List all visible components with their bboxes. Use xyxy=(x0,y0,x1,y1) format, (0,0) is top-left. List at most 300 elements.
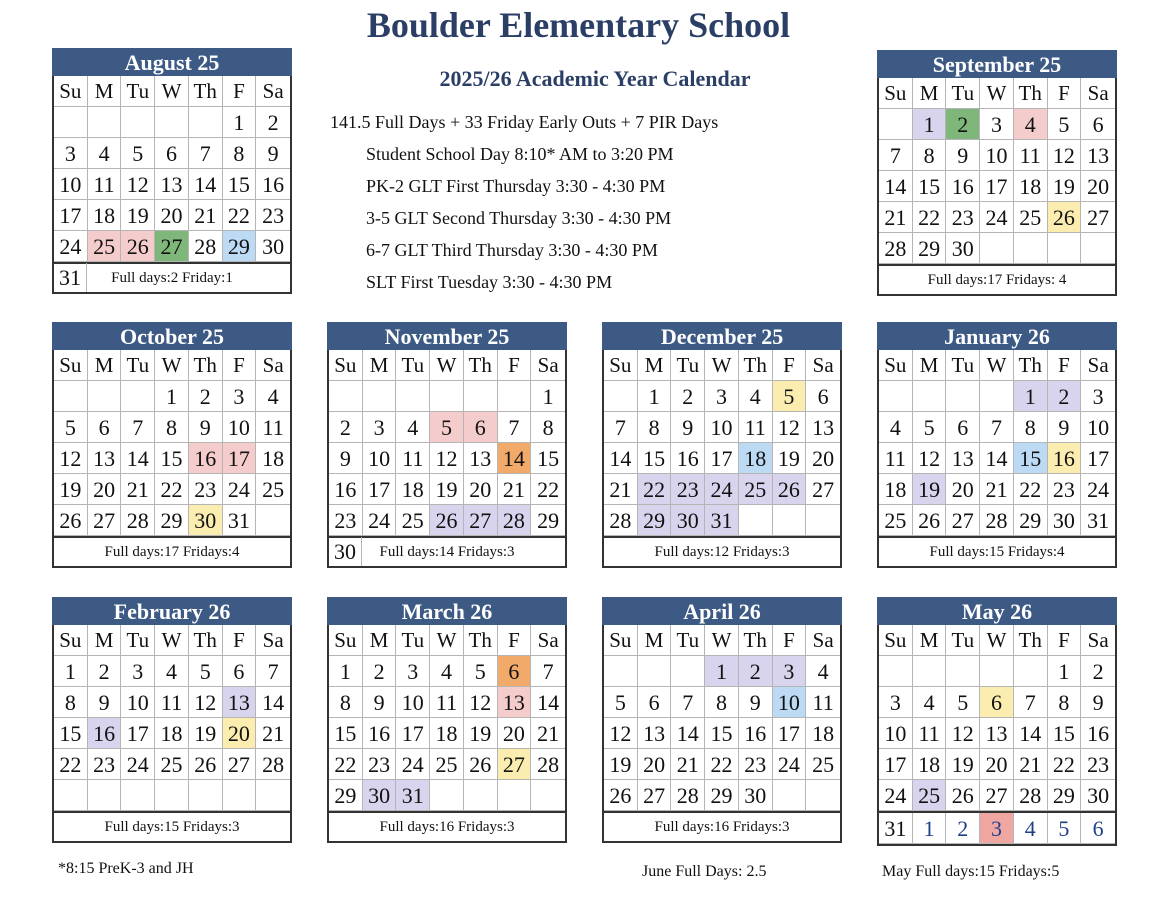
calendar-day: 31 xyxy=(396,780,430,811)
calendar-day: 24 xyxy=(363,505,397,536)
calendar-day: 6 xyxy=(980,687,1014,718)
calendar-day: 18 xyxy=(256,443,290,474)
calendar-day: 26 xyxy=(604,780,638,811)
calendar-day: 27 xyxy=(498,749,532,780)
empty-day xyxy=(396,381,430,412)
calendar-day: 30 xyxy=(329,537,362,566)
calendar-day: 5 xyxy=(54,412,88,443)
calendar-day: 15 xyxy=(531,443,565,474)
empty-day xyxy=(604,656,638,687)
month-summary xyxy=(52,813,292,843)
weekday-label: M xyxy=(638,350,672,381)
calendar-day: 1 xyxy=(638,381,672,412)
empty-day xyxy=(256,780,290,811)
calendar-day: 25 xyxy=(88,231,122,262)
calendar-day: 26 xyxy=(773,474,807,505)
calendar-november xyxy=(327,322,567,568)
calendar-day: 8 xyxy=(531,412,565,443)
calendar-day: 8 xyxy=(1048,687,1082,718)
calendar-day: 26 xyxy=(1048,202,1082,233)
calendar-day: 12 xyxy=(946,718,980,749)
calendar-day: 13 xyxy=(464,443,498,474)
calendar-day: 7 xyxy=(189,138,223,169)
weekday-label: Tu xyxy=(946,350,980,381)
calendar-day: 1 xyxy=(54,656,88,687)
calendar-day: 9 xyxy=(256,138,290,169)
calendar-day: 2 xyxy=(189,381,223,412)
calendar-day: 20 xyxy=(498,718,532,749)
calendar-day: 23 xyxy=(329,505,363,536)
calendar-day: 2 xyxy=(946,109,980,140)
weekday-label: Sa xyxy=(806,625,840,656)
empty-day xyxy=(155,107,189,138)
calendar-day: 25 xyxy=(806,749,840,780)
empty-day xyxy=(363,381,397,412)
calendar-day: 27 xyxy=(980,780,1014,811)
calendar-day: 8 xyxy=(1014,412,1048,443)
weekday-label: Tu xyxy=(671,625,705,656)
calendar-january xyxy=(877,322,1117,568)
calendar-day: 29 xyxy=(1014,505,1048,536)
calendar-day: 25 xyxy=(430,749,464,780)
weekday-label: Tu xyxy=(946,78,980,109)
calendar-day: 29 xyxy=(638,505,672,536)
weekday-label: F xyxy=(773,625,807,656)
month-title: October 25 xyxy=(52,322,292,350)
calendar-day: 27 xyxy=(638,780,672,811)
calendar-day: 16 xyxy=(671,443,705,474)
weekday-label: F xyxy=(1048,625,1082,656)
calendar-day: 2 xyxy=(256,107,290,138)
calendar-day: 21 xyxy=(498,474,532,505)
calendar-day: 7 xyxy=(1014,687,1048,718)
weekday-label: Sa xyxy=(806,350,840,381)
calendar-day: 21 xyxy=(879,202,913,233)
calendar-day: 5 xyxy=(604,687,638,718)
calendar-day: 3 xyxy=(363,412,397,443)
weekday-label: Tu xyxy=(396,350,430,381)
calendar-day: 7 xyxy=(531,656,565,687)
calendar-day: 5 xyxy=(773,381,807,412)
calendar-day: 16 xyxy=(1048,443,1082,474)
empty-day xyxy=(121,381,155,412)
calendar-day: 4 xyxy=(806,656,840,687)
weekday-label: Th xyxy=(1014,78,1048,109)
month-grid xyxy=(602,625,842,813)
weekday-label: W xyxy=(705,350,739,381)
calendar-day: 16 xyxy=(88,718,122,749)
weekday-label: F xyxy=(223,350,257,381)
weekday-label: F xyxy=(498,625,532,656)
calendar-day: 18 xyxy=(430,718,464,749)
calendar-day: 4 xyxy=(88,138,122,169)
empty-day xyxy=(329,381,363,412)
calendar-day: 6 xyxy=(638,687,672,718)
calendar-day: 21 xyxy=(121,474,155,505)
note-may-totals: May Full days:15 Fridays:5 xyxy=(882,863,1060,880)
calendar-day: 14 xyxy=(498,443,532,474)
month-grid xyxy=(877,350,1117,538)
calendar-day: 19 xyxy=(913,474,947,505)
calendar-day: 20 xyxy=(88,474,122,505)
empty-day xyxy=(879,656,913,687)
calendar-day: 12 xyxy=(913,443,947,474)
calendar-day: 6 xyxy=(1081,109,1115,140)
calendar-day: 28 xyxy=(121,505,155,536)
calendar-day: 1 xyxy=(329,656,363,687)
weekday-label: W xyxy=(430,625,464,656)
weekday-label: W xyxy=(155,350,189,381)
weekday-label: W xyxy=(980,350,1014,381)
weekday-label: Su xyxy=(54,350,88,381)
month-title: December 25 xyxy=(602,322,842,350)
month-summary xyxy=(877,538,1117,568)
calendar-day: 22 xyxy=(531,474,565,505)
calendar-day: 20 xyxy=(223,718,257,749)
calendar-day: 16 xyxy=(256,169,290,200)
calendar-day: 26 xyxy=(121,231,155,262)
calendar-day: 17 xyxy=(54,200,88,231)
calendar-day: 5 xyxy=(1048,109,1082,140)
calendar-day: 2 xyxy=(329,412,363,443)
calendar-day: 20 xyxy=(464,474,498,505)
calendar-day: 10 xyxy=(980,140,1014,171)
empty-day xyxy=(773,780,807,811)
month-title: March 26 xyxy=(327,597,567,625)
info-line-days: 141.5 Full Days + 33 Friday Early Outs + 7 PIR Days xyxy=(330,112,719,132)
calendar-day: 27 xyxy=(464,505,498,536)
calendar-day: 27 xyxy=(155,231,189,262)
empty-day xyxy=(498,381,532,412)
calendar-day: 19 xyxy=(604,749,638,780)
calendar-day: 22 xyxy=(1014,474,1048,505)
month-summary xyxy=(52,264,292,294)
empty-day xyxy=(913,381,947,412)
calendar-day: 14 xyxy=(256,687,290,718)
calendar-day: 5 xyxy=(464,656,498,687)
calendar-day: 31 xyxy=(54,263,87,292)
calendar-day: 12 xyxy=(604,718,638,749)
calendar-day: 23 xyxy=(88,749,122,780)
calendar-day: 4 xyxy=(913,687,947,718)
info-line-pk2-glt: PK-2 GLT First Thursday 3:30 - 4:30 PM xyxy=(366,176,666,196)
calendar-day: 9 xyxy=(363,687,397,718)
empty-day xyxy=(189,107,223,138)
weekday-label: Su xyxy=(879,350,913,381)
calendar-day: 29 xyxy=(705,780,739,811)
empty-day xyxy=(913,656,947,687)
weekday-label: Tu xyxy=(121,625,155,656)
info-line-slt: SLT First Tuesday 3:30 - 4:30 PM xyxy=(366,272,613,292)
month-grid xyxy=(52,350,292,538)
weekday-label: M xyxy=(88,625,122,656)
calendar-day: 30 xyxy=(946,233,980,264)
calendar-day: 23 xyxy=(739,749,773,780)
empty-day xyxy=(54,381,88,412)
calendar-day: 24 xyxy=(396,749,430,780)
calendar-day: 5 xyxy=(121,138,155,169)
weekday-label: Su xyxy=(54,76,88,107)
weekday-label: Th xyxy=(739,625,773,656)
calendar-day: 29 xyxy=(1048,780,1082,811)
empty-day xyxy=(155,780,189,811)
calendar-day: 29 xyxy=(531,505,565,536)
calendar-day: 31 xyxy=(879,813,913,844)
calendar-day: 14 xyxy=(604,443,638,474)
note-june-full-days: June Full Days: 2.5 xyxy=(642,863,767,880)
weekday-label: Su xyxy=(879,625,913,656)
calendar-day: 8 xyxy=(155,412,189,443)
calendar-day: 25 xyxy=(256,474,290,505)
calendar-day: 13 xyxy=(155,169,189,200)
calendar-day: 10 xyxy=(396,687,430,718)
weekday-label: Tu xyxy=(121,76,155,107)
calendar-day: 14 xyxy=(121,443,155,474)
calendar-day: 25 xyxy=(155,749,189,780)
calendar-day: 9 xyxy=(1081,687,1115,718)
month-summary-text: Full days:14 Fridays:3 xyxy=(379,544,515,560)
calendar-day: 1 xyxy=(1048,656,1082,687)
calendar-day: 25 xyxy=(879,505,913,536)
month-summary xyxy=(602,813,842,843)
calendar-day: 20 xyxy=(155,200,189,231)
calendar-day: 17 xyxy=(773,718,807,749)
calendar-day: 4 xyxy=(396,412,430,443)
calendar-day: 7 xyxy=(879,140,913,171)
weekday-label: Su xyxy=(54,625,88,656)
month-grid xyxy=(327,625,567,813)
calendar-day: 18 xyxy=(88,200,122,231)
empty-day xyxy=(1048,233,1082,264)
weekday-label: M xyxy=(88,76,122,107)
calendar-day: 10 xyxy=(879,718,913,749)
calendar-day: 15 xyxy=(705,718,739,749)
empty-day xyxy=(773,505,807,536)
calendar-day: 30 xyxy=(739,780,773,811)
weekday-label: Sa xyxy=(1081,78,1115,109)
empty-day xyxy=(671,656,705,687)
calendar-day: 28 xyxy=(604,505,638,536)
calendar-day: 12 xyxy=(189,687,223,718)
calendar-day: 28 xyxy=(980,505,1014,536)
calendar-day: 14 xyxy=(671,718,705,749)
calendar-day: 31 xyxy=(705,505,739,536)
calendar-day: 1 xyxy=(913,109,947,140)
calendar-day: 9 xyxy=(329,443,363,474)
calendar-day: 13 xyxy=(498,687,532,718)
calendar-march xyxy=(327,597,567,843)
calendar-day: 7 xyxy=(671,687,705,718)
weekday-label: M xyxy=(913,625,947,656)
empty-day xyxy=(88,780,122,811)
weekday-label: Sa xyxy=(256,625,290,656)
month-summary-text: Full days:15 Fridays:3 xyxy=(104,819,240,835)
empty-day xyxy=(430,780,464,811)
month-title: November 25 xyxy=(327,322,567,350)
month-grid xyxy=(602,350,842,538)
calendar-day: 22 xyxy=(155,474,189,505)
calendar-day: 8 xyxy=(913,140,947,171)
calendar-info xyxy=(330,66,840,293)
empty-day xyxy=(604,381,638,412)
calendar-day: 28 xyxy=(1014,780,1048,811)
calendar-day: 30 xyxy=(256,231,290,262)
month-summary xyxy=(52,538,292,568)
calendar-day: 7 xyxy=(256,656,290,687)
month-title: February 26 xyxy=(52,597,292,625)
calendar-day: 16 xyxy=(1081,718,1115,749)
weekday-label: W xyxy=(705,625,739,656)
calendar-day: 27 xyxy=(223,749,257,780)
weekday-label: M xyxy=(88,350,122,381)
calendar-day: 2 xyxy=(1081,656,1115,687)
calendar-day: 15 xyxy=(638,443,672,474)
empty-day xyxy=(531,780,565,811)
calendar-day: 13 xyxy=(1081,140,1115,171)
calendar-day: 11 xyxy=(396,443,430,474)
empty-day xyxy=(980,656,1014,687)
calendar-day: 17 xyxy=(980,171,1014,202)
calendar-day: 3 xyxy=(773,656,807,687)
calendar-day: 10 xyxy=(363,443,397,474)
calendar-day: 12 xyxy=(430,443,464,474)
calendar-day: 13 xyxy=(223,687,257,718)
calendar-day: 7 xyxy=(980,412,1014,443)
calendar-day: 13 xyxy=(946,443,980,474)
weekday-label: Th xyxy=(464,350,498,381)
calendar-day: 15 xyxy=(329,718,363,749)
calendar-day: 15 xyxy=(223,169,257,200)
calendar-day: 17 xyxy=(121,718,155,749)
calendar-day: 15 xyxy=(1048,718,1082,749)
calendar-day: 16 xyxy=(329,474,363,505)
weekday-label: Sa xyxy=(256,76,290,107)
calendar-day: 24 xyxy=(879,780,913,811)
weekday-label: Su xyxy=(604,625,638,656)
calendar-day: 6 xyxy=(464,412,498,443)
weekday-label: Su xyxy=(329,625,363,656)
calendar-day: 11 xyxy=(879,443,913,474)
calendar-day: 19 xyxy=(773,443,807,474)
calendar-day: 20 xyxy=(980,749,1014,780)
calendar-day: 16 xyxy=(363,718,397,749)
weekday-label: Tu xyxy=(946,625,980,656)
calendar-day: 26 xyxy=(464,749,498,780)
calendar-day: 19 xyxy=(54,474,88,505)
calendar-day: 12 xyxy=(773,412,807,443)
empty-day xyxy=(806,505,840,536)
month-grid xyxy=(877,78,1117,266)
calendar-day: 17 xyxy=(879,749,913,780)
weekday-label: Th xyxy=(1014,350,1048,381)
empty-day xyxy=(121,107,155,138)
calendar-day: 23 xyxy=(1081,749,1115,780)
calendar-day: 23 xyxy=(363,749,397,780)
june-day: 4 xyxy=(1014,813,1048,844)
weekday-label: W xyxy=(430,350,464,381)
calendar-day: 3 xyxy=(980,109,1014,140)
calendar-day: 20 xyxy=(946,474,980,505)
weekday-label: W xyxy=(980,78,1014,109)
page-title: Boulder Elementary School xyxy=(366,5,791,45)
calendar-day: 28 xyxy=(879,233,913,264)
calendar-day: 5 xyxy=(430,412,464,443)
calendar-day: 17 xyxy=(396,718,430,749)
calendar-day: 21 xyxy=(1014,749,1048,780)
calendar-day: 21 xyxy=(256,718,290,749)
calendar-day: 23 xyxy=(671,474,705,505)
month-summary xyxy=(877,266,1117,296)
month-grid xyxy=(327,350,567,538)
calendar-day: 3 xyxy=(705,381,739,412)
calendar-day: 20 xyxy=(638,749,672,780)
calendar-day: 22 xyxy=(329,749,363,780)
calendar-day: 22 xyxy=(705,749,739,780)
calendar-day: 3 xyxy=(121,656,155,687)
info-line-67-glt: 6-7 GLT Third Thursday 3:30 - 4:30 PM xyxy=(366,240,658,260)
calendar-day: 11 xyxy=(913,718,947,749)
calendar-day: 26 xyxy=(946,780,980,811)
calendar-day: 6 xyxy=(806,381,840,412)
calendar-day: 25 xyxy=(739,474,773,505)
calendar-may xyxy=(877,597,1117,846)
calendar-day: 22 xyxy=(54,749,88,780)
calendar-day: 23 xyxy=(189,474,223,505)
calendar-day: 28 xyxy=(498,505,532,536)
calendar-day: 26 xyxy=(189,749,223,780)
june-day: 3 xyxy=(980,813,1014,844)
empty-day xyxy=(54,107,88,138)
calendar-day: 12 xyxy=(464,687,498,718)
calendar-day: 10 xyxy=(121,687,155,718)
calendar-day: 2 xyxy=(88,656,122,687)
calendar-day: 10 xyxy=(223,412,257,443)
calendar-day: 19 xyxy=(464,718,498,749)
calendar-day: 14 xyxy=(980,443,1014,474)
calendar-day: 1 xyxy=(155,381,189,412)
calendar-day: 21 xyxy=(531,718,565,749)
weekday-label: Sa xyxy=(1081,625,1115,656)
weekday-label: Th xyxy=(739,350,773,381)
calendar-day: 15 xyxy=(54,718,88,749)
weekday-label: Tu xyxy=(396,625,430,656)
calendar-day: 1 xyxy=(1014,381,1048,412)
june-preview-row xyxy=(877,813,1117,846)
calendar-day: 26 xyxy=(54,505,88,536)
calendar-day: 23 xyxy=(256,200,290,231)
calendar-day: 18 xyxy=(913,749,947,780)
calendar-day: 8 xyxy=(329,687,363,718)
june-day: 5 xyxy=(1048,813,1082,844)
calendar-day: 16 xyxy=(189,443,223,474)
weekday-label: F xyxy=(223,625,257,656)
calendar-april xyxy=(602,597,842,843)
calendar-day: 14 xyxy=(189,169,223,200)
calendar-day: 5 xyxy=(189,656,223,687)
calendar-day: 19 xyxy=(946,749,980,780)
calendar-day: 8 xyxy=(54,687,88,718)
calendar-day: 3 xyxy=(879,687,913,718)
empty-day xyxy=(879,381,913,412)
calendar-day: 7 xyxy=(121,412,155,443)
weekday-label: Su xyxy=(604,350,638,381)
calendar-day: 9 xyxy=(739,687,773,718)
calendar-day: 2 xyxy=(739,656,773,687)
calendar-day: 25 xyxy=(913,780,947,811)
calendar-day: 26 xyxy=(913,505,947,536)
calendar-day: 1 xyxy=(705,656,739,687)
month-summary-text: Full days:17 Fridays:4 xyxy=(104,544,240,560)
